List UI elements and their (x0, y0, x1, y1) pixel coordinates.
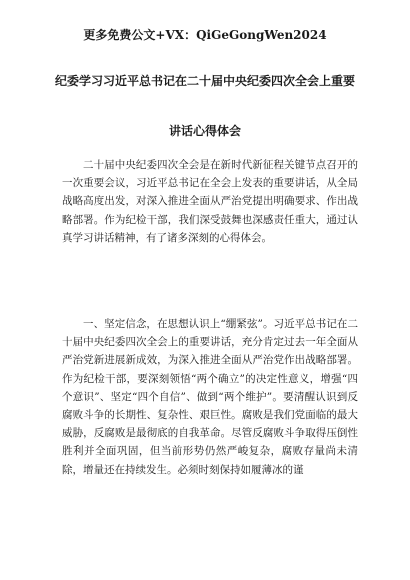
document-subtitle: 讲话心得体会 (168, 124, 241, 138)
paragraph-section-one: 一、坚定信念，在思想认识上“绷紧弦”。习近平总书记在二十届中央纪委四次全会上的重要讲话，充分肯定过去一年全面从严治党新进展新成效，为深入推进全面从严治党作出战略部署。作为纪检干部，要深刻领悟“两个确立”的决定性意义，增强“四个意识”、坚定“四个自信”、做到“两个维护”。要清醒认识到反腐败斗争的长期性、复杂性、艰巨性。腐败是我们党面临的最大威胁，反腐败是最彻底的自我革命。尽管反腐败斗争取得压倒性胜利并全面巩固，但当前形势仍然严峻复杂，腐败存量尚未清除，增量还在持续发生。必须时刻保持如履薄冰的谨 (62, 318, 358, 476)
document-title: 纪委学习习近平总书记在二十届中央纪委四次全会上重要 (54, 74, 355, 88)
paragraph-intro: 二十届中央纪委四次全会是在新时代新征程关键节点召开的一次重要会议，习近平总书记在全会上发表的重要讲话，从全局战略高度出发，对深入推进全面从严治党提出明确要求、作出战略部署。作为纪检干部，我们深受鼓舞也深感责任重大，通过认真学习讲话精神，有了诸多深刻的心得体会。 (62, 159, 358, 244)
promo-header: 更多免费公文+VX：QiGeGongWen2024 (83, 28, 327, 42)
